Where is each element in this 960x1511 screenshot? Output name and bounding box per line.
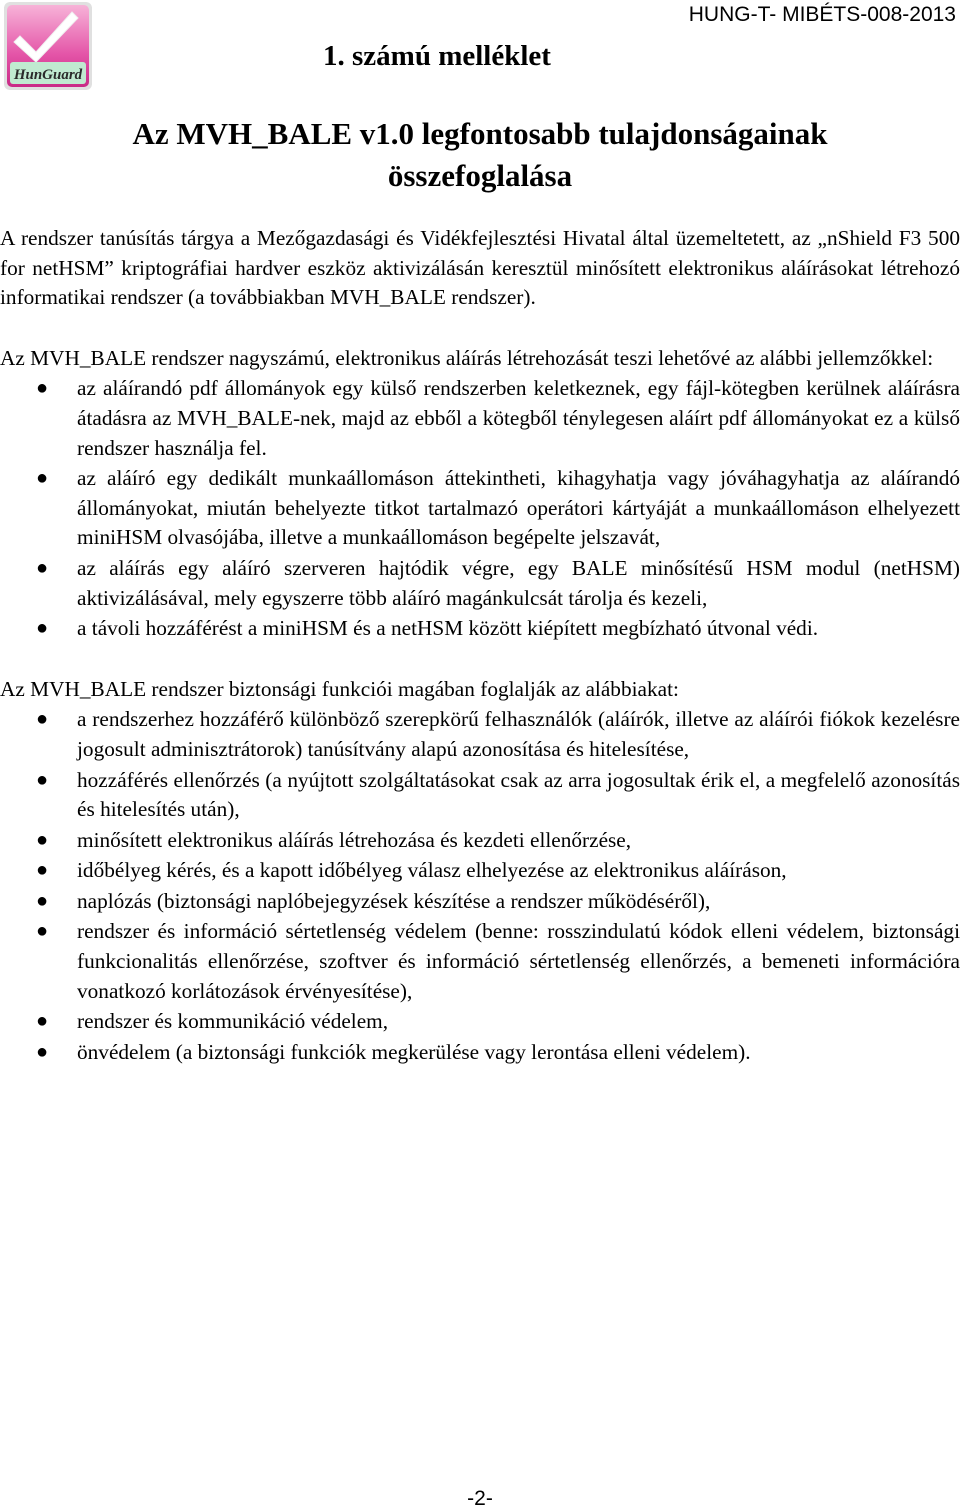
bullet-icon: ●	[36, 1040, 49, 1063]
bullet-icon: ●	[36, 768, 49, 791]
bullet-icon: ●	[36, 920, 49, 943]
list-item: ● hozzáférés ellenőrzés (a nyújtott szolgáltatásokat csak az arra jogosultak érik el, a megfelelő azonosítás és hitelesítés után),	[36, 767, 960, 822]
bullet-icon: ●	[36, 1010, 49, 1033]
hunguard-logo	[4, 2, 92, 90]
document-id: HUNG-T- MIBÉTS-008-2013	[688, 3, 956, 26]
title-line-1: Az MVH_BALE v1.0 legfontosabb tulajdonságainak	[132, 116, 828, 151]
security-lead: Az MVH_BALE rendszer biztonsági funkciói magában foglalják az alábbiakat:	[0, 676, 679, 701]
list-item: ● a távoli hozzáférést a miniHSM és a netHSM között kiépített megbízható útvonal védi.	[0, 614, 960, 644]
list-item: ● önvédelem (a biztonsági funkciók megkerülése vagy lerontása elleni védelem).	[0, 1038, 960, 1068]
list-item: ● időbélyeg kérés, és a kapott időbélyeg válasz elhelyezése az elektronikus aláíráson,	[0, 856, 960, 886]
bullet-icon: ●	[36, 828, 49, 851]
list-item: ● az aláírandó pdf állományok egy külső rendszerben keletkeznek, egy fájl-kötegben kerülnek aláírásra átadásra az MVH_BALE-nek, majd az ebből a kötegből ténylegesen aláírt pdf állományokat ez a külső rendszer használja fel.	[36, 376, 960, 460]
features-lead: Az MVH_BALE rendszer nagyszámú, elektronikus aláírás létrehozását teszi lehetővé az alábbi jellemzőkkel:	[0, 345, 934, 370]
annex-label: 1. számú melléklet	[323, 40, 551, 72]
page-title	[0, 113, 960, 197]
title-line-2: összefoglalása	[387, 158, 573, 193]
list-item: ● minősített elektronikus aláírás létrehozása és kezdeti ellenőrzése,	[0, 826, 960, 856]
bullet-icon: ●	[36, 377, 49, 400]
bullet-icon: ●	[36, 859, 49, 882]
list-item: ● a rendszerhez hozzáférő különböző szerepkörű felhasználók (aláírók, illetve az aláírói fiókok kezelésre jogosult adminisztrátorok) tanúsítvány alapú azonosítása és hitelesítése,	[36, 707, 960, 761]
page-number: -2-	[467, 1487, 493, 1510]
features-list	[0, 374, 960, 643]
document-body	[0, 224, 960, 1067]
list-item: ● naplózás (biztonsági naplóbejegyzések készítése a rendszer működéséről),	[0, 887, 960, 917]
bullet-icon: ●	[36, 556, 49, 579]
bullet-icon: ●	[36, 889, 49, 912]
list-item: ● rendszer és kommunikáció védelem,	[0, 1007, 960, 1037]
bullet-icon: ●	[36, 708, 49, 731]
security-list	[0, 705, 960, 1067]
bullet-icon: ●	[36, 617, 49, 640]
logo-text: HunGuard	[13, 67, 83, 83]
bullet-icon: ●	[36, 467, 49, 490]
list-item: ● az aláírás egy aláíró szerveren hajtódik végre, egy BALE minősítésű HSM modul (netHSM) aktivizálásával, mely egyszerre több aláíró magánkulcsát tárolja és kezeli,	[36, 555, 960, 610]
list-item: ● az aláíró egy dedikált munkaállomáson áttekintheti, kihagyhatja vagy jóváhagyhatja az aláírandó állományokat, miután behelyezte titkot tartalmazó operátori kártyáját a munkaállomáson elhelyezett miniHSM olvasójába, illetve a munkaállomáson begépelte jelszavát,	[36, 466, 960, 550]
intro-paragraph: A rendszer tanúsítás tárgya a Mezőgazdasági és Vidékfejlesztési Hivatal által üzemeltetett, az „nShield F3 500 for netHSM” kriptográfiai hardver eszköz aktivizálásán keresztül minősített elektronikus aláírásokat létrehozó informatikai rendszer (a továbbiakban MVH_BALE rendszer).	[0, 226, 960, 310]
list-item: ● rendszer és információ sértetlenség védelem (benne: rosszindulatú kódok elleni védelem, biztonsági funkcionalitás ellenőrzése, szoftver és információ sértetlenség ellenőrzés, a bemeneti információra vonatkozó korlátozások érvényesítése),	[36, 919, 960, 1003]
